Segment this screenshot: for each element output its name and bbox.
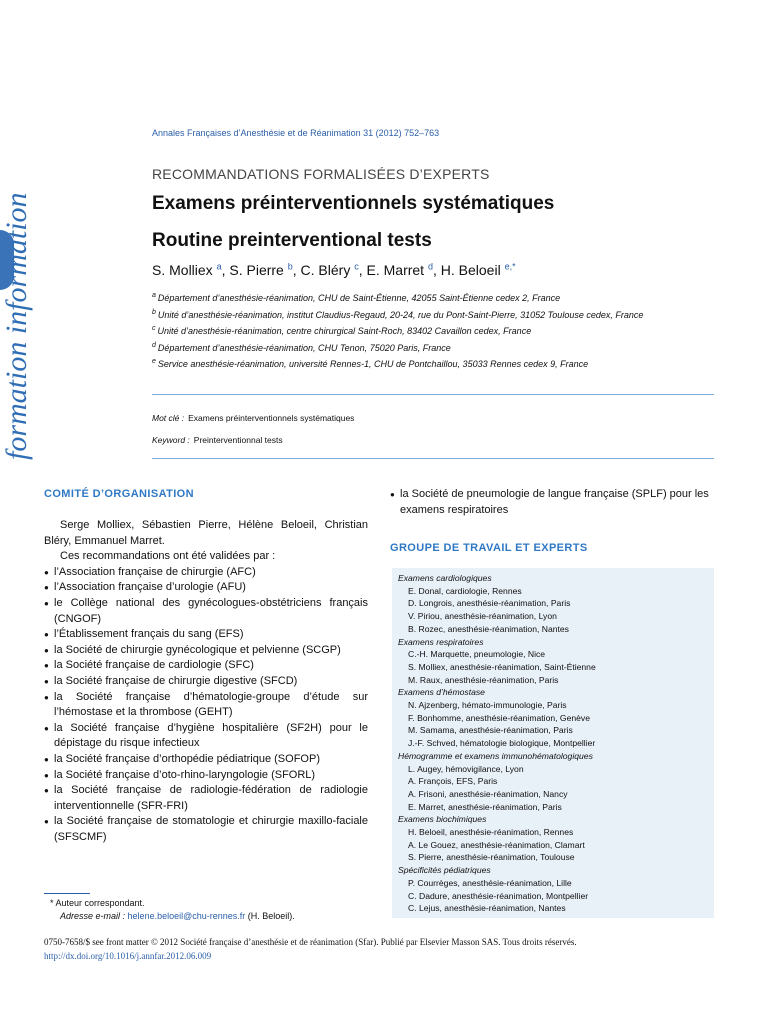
keyword-fr: Mot clé : Examens préinterventionnels systématiques: [152, 413, 355, 423]
list-item: ● la Société française d’orthopédie pédiatrique (SOFOP): [44, 752, 368, 768]
author: C. Bléry $^c$,: [300, 261, 367, 278]
section-heading-working-group: GROUPE DE TRAVAIL ET EXPERTS: [390, 542, 588, 554]
list-item: ● l’Association française de chirurgie (AFC): [44, 565, 368, 581]
panel-category: Examens respiratoires: [398, 636, 484, 647]
affiliation: $^a$ Département d’anesthésie-réanimation, CHU de Saint-Étienne, 42055 Saint-Étienne cedex 2, France: [152, 292, 561, 303]
panel-member: D. Longrois, anesthésie-réanimation, Paris: [408, 598, 571, 609]
keyword-en: Keyword : Preinterventionnal tests: [152, 435, 283, 445]
footnote-rule: [44, 893, 90, 894]
panel-member: S. Pierre, anesthésie-réanimation, Toulouse: [408, 852, 575, 863]
list-item: ● la Société française d’oto-rhino-laryngologie (SFORL): [44, 768, 368, 784]
panel-member: L. Augey, hémovigilance, Lyon: [408, 763, 524, 774]
experts-panel: [392, 568, 714, 918]
panel-member: E. Marret, anesthésie-réanimation, Paris: [408, 801, 562, 812]
list-item: ● la Société française de cardiologie (SFC): [44, 658, 368, 674]
list-item: ● la Société française d’hygiène hospitalière (SF2H) pour le dépistage du risque infectieux: [44, 721, 368, 752]
author-sup[interactable]: a: [216, 261, 222, 271]
validation-intro: Ces recommandations ont été validées par :: [60, 550, 276, 563]
journal-citation[interactable]: Annales Françaises d’Anesthésie et de Réanimation 31 (2012) 752–763: [152, 128, 440, 138]
divider: [152, 458, 714, 459]
panel-member: N. Ajzenberg, hémato-immunologie, Paris: [408, 700, 567, 711]
article-title-en: Routine preinterventional tests: [152, 230, 432, 251]
list-item: ● l’Association française d’urologie (AFU): [44, 580, 368, 596]
author: S. Molliex $^a$,: [152, 261, 230, 278]
article-type: RECOMMANDATIONS FORMALISÉES D’EXPERTS: [152, 166, 490, 182]
list-item: ● la Société de pneumologie de langue française (SPLF) pour les examens respiratoires: [390, 487, 726, 518]
panel-member: P. Courrèges, anesthésie-réanimation, Lille: [408, 877, 572, 888]
validating-societies-list: [44, 565, 368, 846]
article-title-fr: Examens préinterventionnels systématiques: [152, 193, 555, 214]
affiliation: $^c$ Unité d’anesthésie-réanimation, centre chirurgical Saint-Roch, 83402 Cavaillon cedex, France: [152, 325, 532, 336]
panel-category: Examens cardiologiques: [398, 573, 492, 583]
author: E. Marret $^d$,: [366, 261, 441, 278]
list-item: ● l’Établissement français du sang (EFS): [44, 627, 368, 643]
list-item: ● la Société française de stomatologie et chirurgie maxillo-faciale (SFSCMF): [44, 814, 368, 845]
author-list: [152, 261, 516, 278]
panel-member: H. Beloeil, anesthésie-réanimation, Rennes: [408, 827, 574, 838]
divider: [152, 394, 714, 395]
list-item: ● la Société française de chirurgie digestive (SFCD): [44, 674, 368, 690]
list-item: ● la Société française de radiologie-fédération de radiologie interventionnelle (SFR-FRI): [44, 783, 368, 814]
footnote-email-line: Adresse e-mail : helene.beloeil@chu-rennes.fr (H. Beloeil).: [60, 911, 295, 921]
author-sup[interactable]: d: [427, 261, 433, 271]
panel-member: S. Molliex, anesthésie-réanimation, Saint-Étienne: [408, 661, 596, 672]
copyright-line: 0750-7658/$ see front matter © 2012 Société française d’anesthésie et de réanimation (Sfar). Publié par Elsevier Masson SAS. Tous droits réservés.: [44, 937, 577, 947]
panel-member: E. Donal, cardiologie, Rennes: [408, 585, 522, 596]
panel-category: Spécificités pédiatriques: [398, 865, 491, 876]
panel-category: Examens d’hémostase: [398, 687, 485, 698]
panel-member: B. Rozec, anesthésie-réanimation, Nantes: [408, 623, 569, 634]
section-heading-organisation: COMITÉ D’ORGANISATION: [44, 488, 194, 500]
committee-members: Serge Molliex, Sébastien Pierre, Hélène Beloeil, Christian Bléry, Emmanuel Marret.: [44, 519, 368, 547]
panel-member: J.-F. Schved, hématologie biologique, Montpellier: [408, 738, 596, 749]
panel-member: C. Lejus, anesthésie-réanimation, Nantes: [408, 903, 566, 914]
affiliation: $^d$ Département d’anesthésie-réanimation, CHU Tenon, 75020 Paris, France: [152, 341, 451, 353]
panel-member: A. Frisoni, anesthésie-réanimation, Nancy: [408, 788, 568, 799]
list-item: ● le Collège national des gynécologues-obstétriciens français (CNGOF): [44, 596, 368, 627]
panel-member: A. Le Gouez, anesthésie-réanimation, Clamart: [408, 839, 585, 850]
author: H. Beloeil $^{e,*}$: [440, 261, 516, 278]
affiliation: $^b$ Unité d’anesthésie-réanimation, institut Claudius-Regaud, 20-24, rue du Pont-Saint-Pierre, 31052 Toulouse cedex, France: [152, 308, 644, 320]
list-item: ● la Société française d’hématologie-groupe d’étude sur l’hémostase et la thrombose (GEHT): [44, 690, 368, 721]
author: S. Pierre $^b$,: [229, 261, 301, 278]
panel-category: Hémogramme et examens immunohématologiques: [398, 750, 593, 761]
email-link[interactable]: helene.beloeil@chu-rennes.fr: [127, 911, 246, 921]
panel-member: M. Raux, anesthésie-réanimation, Paris: [408, 674, 559, 685]
panel-member: V. Piriou, anesthésie-réanimation, Lyon: [408, 611, 557, 622]
affiliations: [152, 289, 643, 372]
panel-member: M. Samama, anesthésie-réanimation, Paris: [408, 725, 573, 736]
doi-link[interactable]: http://dx.doi.org/10.1016/j.annfar.2012.06.009: [44, 951, 212, 961]
panel-category: Examens biochimiques: [398, 814, 487, 825]
panel-member: F. Bonhomme, anesthésie-réanimation, Genève: [408, 712, 590, 723]
panel-member: C.-H. Marquette, pneumologie, Nice: [408, 649, 546, 660]
organisation-body: [44, 518, 368, 845]
panel-member: A. François, EFS, Paris: [408, 776, 498, 787]
author-sup[interactable]: e,*: [504, 261, 516, 271]
affiliation: $^e$ Service anesthésie-réanimation, université Rennes-1, CHU de Pontchaillou, 35033 Rennes cedex 9, France: [152, 358, 589, 369]
side-section-label: formation information: [0, 192, 33, 460]
author-sup[interactable]: c: [354, 261, 359, 271]
author-sup[interactable]: b: [287, 261, 293, 271]
footnote-corresponding: * Auteur correspondant.: [50, 898, 145, 908]
panel-member: C. Dadure, anesthésie-réanimation, Montpellier: [408, 890, 589, 901]
list-item: ● la Société de chirurgie gynécologique et pelvienne (SCGP): [44, 643, 368, 659]
